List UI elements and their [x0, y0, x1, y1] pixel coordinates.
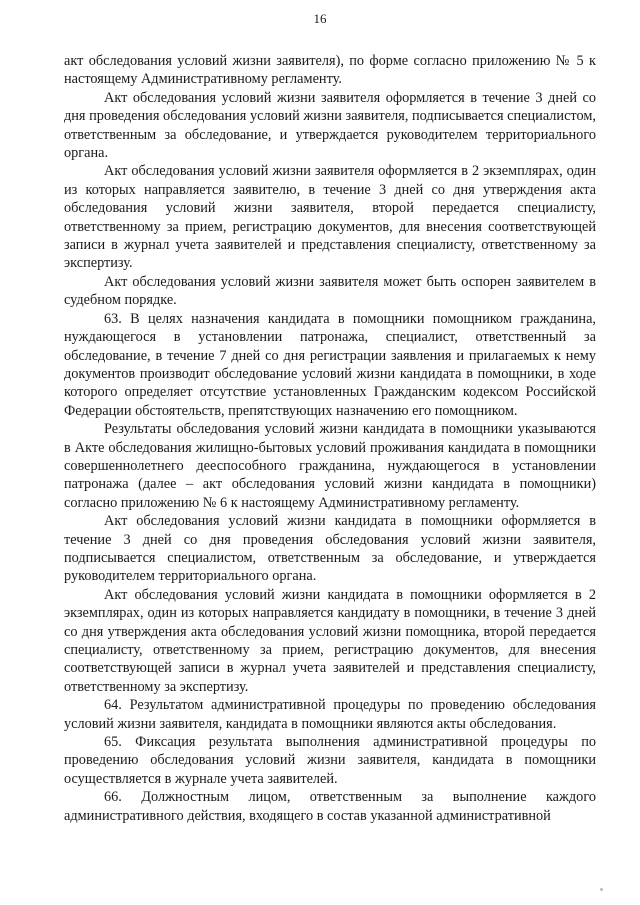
paragraph-item-63: 63. В целях назначения кандидата в помощники помощником гражданина, нуждающегося в установлении патронажа, специалист, ответственный за обследование, в течение 7 дней со дня регистрации заявления и прилагаемых к нему документов производит обследование условий жизни кандидата в помощники, в ходе которого определяет отсутствие установленных Гражданским кодексом Российской Федерации обстоятельств, препятствующих назначению его помощником. [64, 310, 596, 419]
scan-speck [600, 888, 603, 891]
paragraph: Акт обследования условий жизни заявителя может быть оспорен заявителем в судебном порядке. [64, 273, 596, 309]
paragraph: Результаты обследования условий жизни кандидата в помощники указываются в Акте обследования жилищно-бытовых условий проживания кандидата в помощники совершеннолетнего дееспособного гражданина, нуждающегося в установлении патронажа (далее – акт обследования условий жизни кандидата в помощники) согласно приложению № 6 к настоящему Административному регламенту. [64, 421, 596, 511]
paragraph-item-66: 66. Должностным лицом, ответственным за выполнение каждого административного действия, входящего в состав указанной административной [64, 789, 596, 824]
document-body [64, 52, 596, 825]
paragraph: Акт обследования условий жизни кандидата в помощники оформляется в течение 3 дней со дня проведения обследования условий жизни заявителя, подписывается специалистом, ответственным за обследование, и утверждается руководителем территориального органа. [64, 513, 596, 585]
paragraph-item-65: 65. Фиксация результата выполнения административной процедуры по проведению обследования условий жизни заявителя, кандидата в помощники осуществляется в журнале учета заявителей. [64, 734, 596, 787]
paragraph: Акт обследования условий жизни заявителя оформляется в 2 экземплярах, один из которых направляется заявителю, в течение 3 дней со дня утверждения акта обследования условий жизни заявителя, второй передается специалисту, ответственному за прием, регистрацию документов, для внесения соответствующей записи в журнал учета заявителей и представления специалисту, ответственному за экспертизу. [64, 163, 596, 272]
paragraph-item-64: 64. Результатом административной процедуры по проведению обследования условий жизни заявителя, кандидата в помощники являются акты обследования. [64, 697, 596, 732]
paragraph-continuation: акт обследования условий жизни заявителя), по форме согласно приложению № 5 к настоящему Административному регламенту. [64, 53, 596, 88]
paragraph: Акт обследования условий жизни заявителя оформляется в течение 3 дней со дня проведения обследования условий жизни заявителя, подписывается специалистом, ответственным за обследование, и утверждается руководителем территориального органа. [64, 89, 596, 162]
paragraph: Акт обследования условий жизни кандидата в помощники оформляется в 2 экземплярах, один из которых направляется кандидату в помощники, в течение 3 дней со дня утверждения акта обследования условий жизни помощника, второй передается специалисту, ответственному за прием, регистрацию документов, для внесения соответствующей записи в журнал учета заявителей и представления специалисту, ответственному за экспертизу. [64, 586, 596, 695]
page-number: 16 [313, 11, 327, 26]
